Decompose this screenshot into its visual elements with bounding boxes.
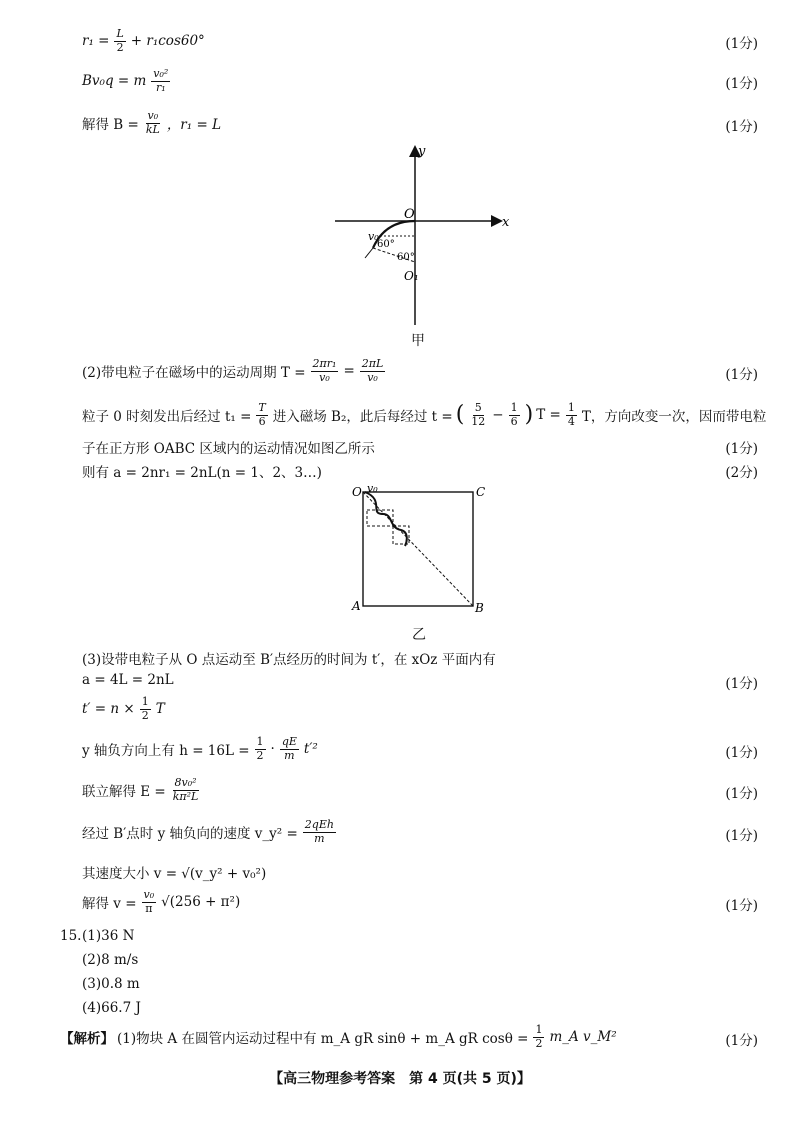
- part3-line4-text: y 轴负方向上有 h = 16L =: [82, 743, 250, 759]
- answer-3: (3)0.8 m: [82, 976, 140, 992]
- part3-line5-text: 联立解得 E =: [82, 784, 166, 800]
- question-15-number: 15.: [60, 928, 82, 944]
- origin-label: O: [404, 207, 415, 222]
- part3-line8-text: 解得 v =: [82, 896, 137, 912]
- figure-caption-jia: 甲: [411, 333, 425, 349]
- x-axis-label: x: [502, 215, 510, 230]
- figure-caption-yi: 乙: [412, 627, 426, 643]
- score: (1分): [725, 1033, 758, 1049]
- figure-yi: [345, 482, 495, 622]
- energy-fraction: $\frac{1}{2}$: [535, 1023, 543, 1050]
- part3-line2: a = 4L = 2nL: [82, 672, 174, 688]
- eq3-fraction: $\frac{\text{v₀}}{kL}$: [145, 109, 160, 136]
- interval-fraction-1: $\frac{5}{12}$: [471, 401, 486, 428]
- score: (1分): [725, 367, 758, 383]
- part3-line3-rhs: T: [155, 701, 165, 717]
- part3-line4: [82, 732, 762, 766]
- score: (1分): [725, 119, 758, 135]
- analysis-text: (1)物块 A 在圆管内运动过程中有 m_A gR sinθ + m_A gR cosθ =: [117, 1031, 529, 1047]
- score: (1分): [725, 786, 758, 802]
- part2-line1: [82, 354, 762, 388]
- part2-line1-text: (2)带电粒子在磁场中的运动周期 T =: [82, 365, 306, 381]
- part3-line6: [82, 815, 762, 849]
- figure-jia: [330, 140, 520, 330]
- score: (1分): [725, 76, 758, 92]
- center-label: O₁: [404, 269, 419, 283]
- score: (1分): [725, 898, 758, 914]
- t1-fraction: $\frac{T}{6}$: [258, 401, 266, 428]
- score: (1分): [725, 745, 758, 761]
- part2-line3: 子在正方形 OABC 区域内的运动情况如图乙所示: [82, 441, 375, 457]
- eq3-rhs: ，r₁ = L: [166, 117, 222, 133]
- part3-line3-lhs: t′ = n ×: [82, 701, 135, 717]
- part3-line7: 其速度大小 v = √(v_y² + v₀²): [82, 866, 267, 882]
- label-O: O: [352, 485, 362, 499]
- eq2-lhs: Bv₀q = m: [82, 73, 147, 89]
- label-B: B: [475, 601, 484, 615]
- analysis-line: [60, 1020, 760, 1054]
- equals: =: [343, 363, 355, 379]
- analysis-tag: 【解析】: [60, 1031, 114, 1047]
- period-fraction-2: $\frac{2\pi L}{\text{v₀}}$: [361, 357, 384, 384]
- page-footer: 【高三物理参考答案 第 4 页(共 5 页)】: [269, 1071, 531, 1087]
- equation-force: [82, 64, 762, 98]
- eq3-lhs: 解得 B =: [82, 117, 139, 133]
- half-fraction-2: $\frac{1}{2}$: [256, 735, 264, 762]
- part3-line5: [82, 773, 762, 807]
- velocity-sq-fraction: $\frac{\text{2qEh}}{m}$: [304, 818, 334, 845]
- interval-fraction-3: $\frac{1}{4}$: [567, 401, 575, 428]
- speed-fraction: $\frac{\text{v₀}}{\pi}$: [143, 888, 155, 915]
- score: (1分): [725, 828, 758, 844]
- part3-line1: (3)设带电粒子从 O 点运动至 B′点经历的时间为 t′，在 xOz 平面内有: [82, 652, 496, 668]
- analysis-kinetic: m_A v_M²: [549, 1029, 617, 1045]
- answer-1: (1)36 N: [82, 928, 135, 944]
- part2-line4: 则有 a = 2nr₁ = 2nL(n = 1、2、3…): [82, 465, 322, 481]
- equation-solution-B: [82, 106, 762, 140]
- part2-line2-text-b: 进入磁场 B₂，此后每经过 t =: [272, 409, 453, 425]
- part2-line2-text-d: T，方向改变一次，因而带电粒: [581, 409, 767, 425]
- y-axis-label: y: [418, 144, 426, 159]
- velocity-label: v₀: [368, 230, 379, 243]
- half-fraction: $\frac{1}{2}$: [141, 695, 149, 722]
- acceleration-fraction: $\frac{qE}{m}$: [281, 735, 297, 762]
- eq1-fraction: $\frac{L}{2}$: [116, 27, 124, 54]
- minus: −: [492, 407, 504, 423]
- part3-line8-root: √(256 + π²): [161, 894, 241, 910]
- part2-line2-text-c: T =: [536, 407, 561, 423]
- paren-open: (: [455, 402, 465, 427]
- paren-close: ): [524, 402, 534, 427]
- interval-fraction-2: $\frac{1}{6}$: [510, 401, 518, 428]
- part3-line3: [82, 692, 762, 726]
- velocity-line: [365, 248, 373, 258]
- period-fraction-1: $\frac{\text{2πr₁}}{\text{v₀}}$: [312, 357, 337, 384]
- equation-r1: [82, 24, 762, 58]
- eq2-fraction: $\frac{\text{v₀²}}{\text{r₁}}$: [153, 67, 169, 94]
- angle-label-2: 60°: [397, 252, 415, 263]
- score: (1分): [725, 441, 758, 457]
- field-fraction: $\frac{\text{8v₀²}}{\text{kπ²L}}$: [172, 776, 199, 803]
- eq1-lhs: r₁ =: [82, 33, 110, 49]
- part3-line8: [82, 885, 762, 919]
- answer-4: (4)66.7 J: [82, 1000, 141, 1016]
- part2-line2-text-a: 粒子 0 时刻发出后经过 t₁ =: [82, 409, 252, 425]
- square-OABC: [363, 492, 473, 606]
- eq1-rhs: + r₁cos60°: [130, 33, 205, 49]
- label-A: A: [352, 599, 361, 613]
- diagonal-dashed: [363, 492, 473, 606]
- angle-label-1: 60°: [377, 239, 395, 250]
- part3-line6-text: 经过 B′点时 y 轴负向的速度 v_y² =: [82, 826, 298, 842]
- label-C: C: [476, 485, 486, 499]
- part3-line4-time: t′²: [303, 741, 318, 757]
- label-v0: v₀: [367, 482, 378, 495]
- dot: ·: [270, 741, 275, 757]
- score: (2分): [725, 465, 758, 481]
- score: (1分): [725, 676, 758, 692]
- part2-line2: [82, 398, 772, 432]
- answer-2: (2)8 m/s: [82, 952, 139, 968]
- score: (1分): [725, 36, 758, 52]
